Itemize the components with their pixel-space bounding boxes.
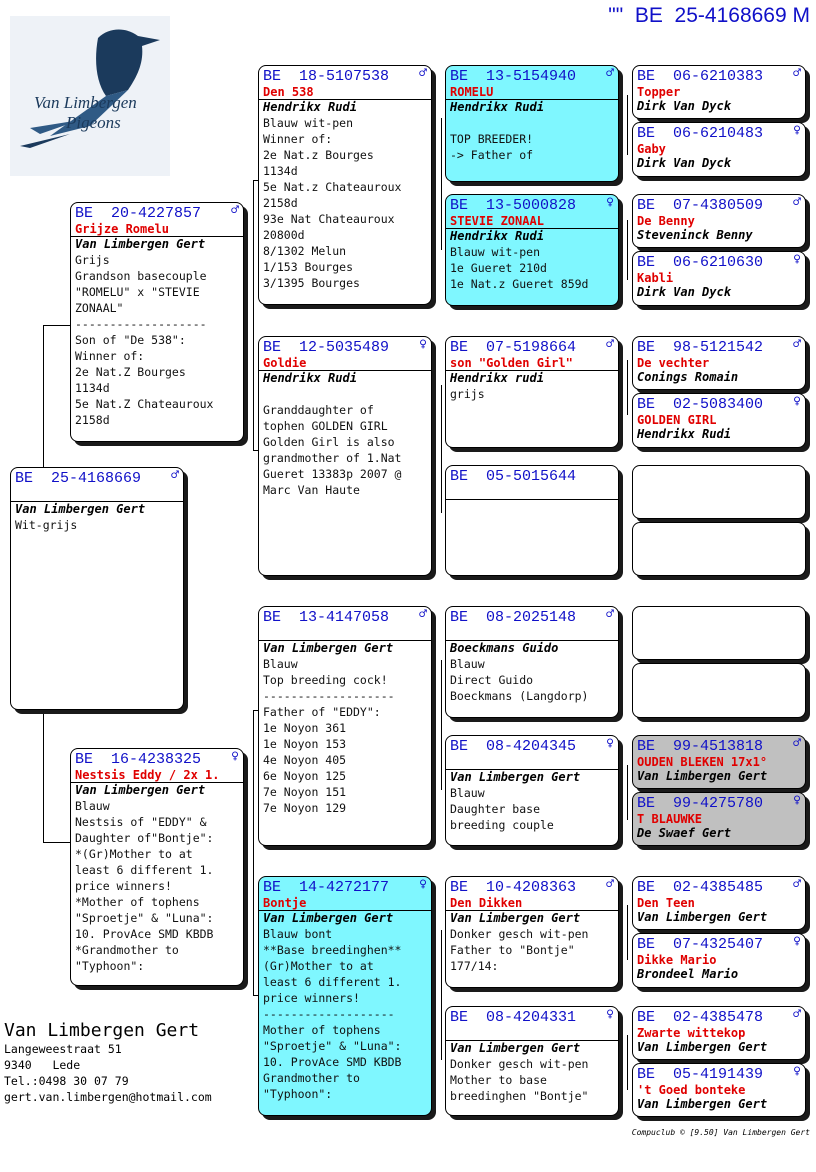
owner-name: Van Limbergen Gert (71, 782, 243, 798)
g4-card-7[interactable] (632, 465, 806, 519)
ring-number: BE 08-2025148 (450, 609, 577, 626)
owner-name: Boeckmans Guido (446, 640, 618, 656)
connector-line (43, 325, 71, 326)
subject-card[interactable] (10, 467, 184, 710)
female-icon: ♀ (793, 123, 801, 138)
pigeon-info: TOP BREEDER! -> Father of (450, 132, 534, 162)
pigeon-name: 't Goed bonteke (637, 1083, 746, 1097)
ring-number: BE 07-5198664 (450, 339, 577, 356)
ring-number: BE 18-5107538 (263, 68, 390, 85)
dd-dam-card[interactable] (445, 1006, 619, 1116)
female-icon: ♀ (606, 736, 614, 751)
pigeon-info: Blauw Top breeding cock! ------------------- Father of "EDDY": 1e Noyon 361 1e Noyon 153 4e Noyon 405 6e Noyon 125 7e Noyon 151 7e Noyon 129 (263, 657, 395, 815)
ring-number: BE 02-4385478 (637, 1009, 764, 1026)
pigeon-name (15, 487, 179, 501)
owner-name: Hendrikx Rudi (259, 370, 431, 386)
g4-card-14[interactable] (632, 933, 806, 988)
pigeon-name: Gaby (637, 142, 666, 156)
g4-card-8[interactable] (632, 522, 806, 576)
owner-name: Brondeel Mario (637, 967, 739, 981)
logo-text-1: Van Limbergen (34, 93, 137, 112)
pigeon-info: Donker gesch wit-pen Mother to base breedinghen "Bontje" (450, 1057, 589, 1103)
pigeon-name: Goldie (263, 356, 307, 370)
g4-card-16[interactable] (632, 1063, 806, 1117)
owner-name: Dirk Van Dyck (637, 285, 731, 299)
g4-card-5[interactable] (632, 336, 806, 390)
connector-line (441, 660, 442, 790)
male-icon: ♂ (793, 195, 801, 210)
g4-card-2[interactable] (632, 122, 806, 177)
pigeon-name: Nestsis Eddy / 2x 1. (75, 768, 220, 782)
ring-number: BE 06-6210483 (637, 125, 764, 142)
connector-line (441, 118, 442, 250)
ring-number: BE 02-4385485 (637, 879, 764, 896)
pigeon-name (450, 626, 614, 640)
ring-number: BE 16-4238325 (75, 751, 202, 768)
male-icon: ♂ (171, 468, 179, 483)
owner-name: Van Limbergen Gert (637, 1097, 768, 1111)
dd-sire-card[interactable] (445, 876, 619, 988)
pigeon-name: STEVIE ZONAAL (450, 214, 544, 228)
female-icon: ♀ (793, 934, 801, 949)
owner-name: Van Limbergen Gert (446, 769, 618, 785)
title-quote: "" (608, 4, 624, 27)
ring-number: BE 13-5000828 (450, 197, 577, 214)
connector-line (627, 905, 628, 960)
pigeon-info: Blauw wit-pen 1e Gueret 210d 1e Nat.z Gueret 859d (450, 245, 589, 291)
sd-dam-card[interactable] (445, 465, 619, 576)
ring-number: BE 10-4208363 (450, 879, 577, 896)
male-icon: ♂ (606, 337, 614, 352)
pigeon-name: Grijze Romelu (75, 222, 169, 236)
owner-name: Steveninck Benny (637, 228, 753, 242)
female-icon: ♀ (793, 793, 801, 808)
pigeon-name: Den Dikken (450, 896, 523, 910)
pigeon-name: Kabli (637, 271, 674, 285)
ring-number: BE 20-4227857 (75, 205, 202, 222)
owner-name: Dirk Van Dyck (637, 156, 731, 170)
owner-name: Van Limbergen Gert (71, 236, 243, 252)
ring-number: BE 08-4204345 (450, 738, 577, 755)
male-icon: ♂ (793, 736, 801, 751)
pigeon-info: Blauw wit-pen Winner of: 2e Nat.z Bourges 1134d 5e Nat.z Chateauroux 2158d 93e Nat Chateauroux 20800d 8/1302 Melun 1/153 Bourges 3/1395 Bourges (263, 116, 402, 290)
owner-name: Dirk Van Dyck (637, 99, 731, 113)
male-icon: ♂ (793, 1007, 801, 1022)
connector-line (253, 180, 254, 450)
owner-city: 9340 Lede (4, 1058, 81, 1072)
pigeon-name: Dikke Mario (637, 953, 717, 967)
owner-name: De Swaef Gert (637, 826, 731, 840)
title-ring: BE 25-4168669 M (634, 4, 810, 27)
female-icon: ♀ (231, 749, 239, 764)
connector-line (627, 360, 628, 415)
ds-sire-card[interactable] (445, 606, 619, 718)
ring-number: BE 13-4147058 (263, 609, 390, 626)
ring-number: BE 07-4325407 (637, 936, 764, 953)
pigeon-info: Granddaughter of tophen GOLDEN GIRL Golden Girl is also grandmother of 1.Nat Gueret 13383p 2007 @ Marc Van Haute (263, 403, 402, 497)
ss-sire-card[interactable] (445, 65, 619, 182)
ring-number: BE 06-6210630 (637, 254, 764, 271)
pigeon-name: Bontje (263, 896, 307, 910)
ring-number: BE 13-5154940 (450, 68, 577, 85)
ring-number: BE 98-5121542 (637, 339, 764, 356)
connector-line (43, 842, 71, 843)
connector-line (627, 95, 628, 155)
pigeon-info: Blauw bont **Base breedinghen** (Gr)Mother to at least 6 different 1. price winners! ------------------- Mother of tophens "Sproetje" & "Luna": 10. ProvAce SMD KBDB Grandmother to "Typhoon": (263, 927, 402, 1101)
male-icon: ♂ (606, 877, 614, 892)
pigeon-info: Blauw Nestsis of "EDDY" & Daughter of"Bontje": *(Gr)Mother to at least 6 different 1. price winners! *Mother of tophens "Sproetje" & "Luna": 10. ProvAce SMD KBDB *Grandmother to "Typhoon": (75, 799, 214, 973)
owner-name (446, 499, 618, 500)
pedigree-title (608, 4, 810, 28)
female-icon: ♀ (419, 337, 427, 352)
female-icon: ♀ (606, 1007, 614, 1022)
pigeon-info: Blauw Direct Guido Boeckmans (Langdorp) (450, 657, 589, 703)
dam-card[interactable] (70, 748, 244, 986)
owner-address (4, 1020, 212, 1105)
ring-number: BE 05-4191439 (637, 1066, 764, 1083)
ring-number: BE 25-4168669 (15, 470, 142, 487)
owner-name: Van Limbergen Gert (637, 1040, 768, 1054)
pigeon-name (450, 755, 614, 769)
pigeon-name (450, 485, 614, 499)
pigeon-name: ROMELU (450, 85, 494, 99)
ring-number: BE 08-4204331 (450, 1009, 577, 1026)
dam-dam-card[interactable] (258, 876, 432, 1116)
owner-name: Hendrikx Rudi (446, 99, 618, 115)
owner-name: Van Limbergen Gert (446, 910, 618, 926)
pigeon-name: De Benny (637, 214, 695, 228)
ring-number: BE 99-4513818 (637, 738, 764, 755)
sire-sire-card[interactable] (258, 65, 432, 305)
sd-sire-card[interactable] (445, 336, 619, 448)
sire-dam-card[interactable] (258, 336, 432, 576)
g4-card-9[interactable] (632, 606, 806, 660)
owner-name: Hendrikx Rudi (446, 228, 618, 244)
pigeon-name: Den 538 (263, 85, 314, 99)
ring-number: BE 14-4272177 (263, 879, 390, 896)
ring-number: BE 05-5015644 (450, 468, 577, 485)
g4-card-13[interactable] (632, 876, 806, 930)
owner-name: Van Limbergen Gert (637, 910, 768, 924)
connector-line (627, 220, 628, 280)
owner-name: Hendrikx Rudi (259, 99, 431, 115)
female-icon: ♀ (419, 877, 427, 892)
ring-number: BE 06-6210383 (637, 68, 764, 85)
connector-line (43, 712, 44, 842)
owner-block-name: Van Limbergen Gert (4, 1020, 200, 1041)
male-icon: ♂ (793, 66, 801, 81)
owner-street: Langeweestraat 51 (4, 1042, 122, 1056)
g4-card-10[interactable] (632, 663, 806, 718)
pigeon-name: Den Teen (637, 896, 695, 910)
g4-card-15[interactable] (632, 1006, 806, 1060)
male-icon: ♂ (793, 877, 801, 892)
ring-number: BE 99-4275780 (637, 795, 764, 812)
owner-phone: Tel.:0498 30 07 79 (4, 1074, 129, 1088)
ss-dam-card[interactable] (445, 194, 619, 306)
connector-line (627, 1035, 628, 1090)
g4-card-3[interactable] (632, 194, 806, 248)
logo-text-2: Pigeons (66, 113, 121, 132)
footer-credit: Compuclub © [9.50] Van Limbergen Gert (631, 1128, 810, 1137)
owner-name: Van Limbergen Gert (11, 501, 183, 517)
pigeon-info: Blauw Daughter base breeding couple (450, 786, 554, 832)
connector-line (627, 765, 628, 820)
pigeon-info: grijs (450, 387, 485, 401)
connector-line (441, 385, 442, 513)
g4-card-6[interactable] (632, 393, 806, 448)
male-icon: ♂ (606, 66, 614, 81)
pigeon-name: GOLDEN GIRL (637, 413, 717, 427)
female-icon: ♀ (606, 195, 614, 210)
g4-card-4[interactable] (632, 251, 806, 306)
male-icon: ♂ (231, 203, 239, 218)
pigeon-name (263, 626, 427, 640)
pigeon-name: Topper (637, 85, 681, 99)
pigeon-logo-icon (10, 16, 170, 176)
owner-name: Van Limbergen Gert (446, 1040, 618, 1056)
male-icon: ♂ (606, 607, 614, 622)
female-icon: ♀ (793, 252, 801, 267)
pigeon-name: son "Golden Girl" (450, 356, 573, 370)
male-icon: ♂ (419, 66, 427, 81)
sire-card[interactable] (70, 202, 244, 442)
connector-line (253, 710, 254, 995)
connector-line (441, 930, 442, 1060)
g4-card-11[interactable] (632, 735, 806, 789)
g4-card-12[interactable] (632, 792, 806, 846)
male-icon: ♂ (793, 337, 801, 352)
dam-sire-card[interactable] (258, 606, 432, 846)
female-icon: ♀ (793, 1064, 801, 1079)
pigeon-info: Donker gesch wit-pen Father to "Bontje" 177/14: (450, 927, 589, 973)
pigeon-name: De vechter (637, 356, 710, 370)
owner-email[interactable]: gert.van.limbergen@hotmail.com (4, 1090, 212, 1104)
pigeon-name: OUDEN BLEKEN 17x1° (637, 755, 768, 769)
g4-card-1[interactable] (632, 65, 806, 119)
ring-number: BE 12-5035489 (263, 339, 390, 356)
pigeon-info: Wit-grijs (15, 518, 78, 532)
pigeon-info: Grijs Grandson basecouple "ROMELU" x "STEVIE ZONAAL" ------------------- Son of "De 538": Winner of: 2e Nat.Z Bourges 1134d 5e Nat.Z Chateauroux 2158d (75, 253, 214, 427)
owner-name: Hendrikx Rudi (637, 427, 731, 441)
pigeon-name: Zwarte wittekop (637, 1026, 746, 1040)
pigeon-name (450, 1026, 614, 1040)
owner-name: Van Limbergen Gert (259, 910, 431, 926)
owner-name: Van Limbergen Gert (637, 769, 768, 783)
male-icon: ♂ (419, 607, 427, 622)
logo (10, 16, 170, 176)
owner-name: Conings Romain (637, 370, 739, 384)
ring-number: BE 07-4380509 (637, 197, 764, 214)
ds-dam-card[interactable] (445, 735, 619, 846)
pigeon-name: T BLAUWKE (637, 812, 703, 826)
connector-line (43, 325, 44, 467)
ring-number: BE 02-5083400 (637, 396, 764, 413)
female-icon: ♀ (793, 394, 801, 409)
owner-name: Van Limbergen Gert (259, 640, 431, 656)
owner-name: Hendrikx rudi (446, 370, 618, 386)
